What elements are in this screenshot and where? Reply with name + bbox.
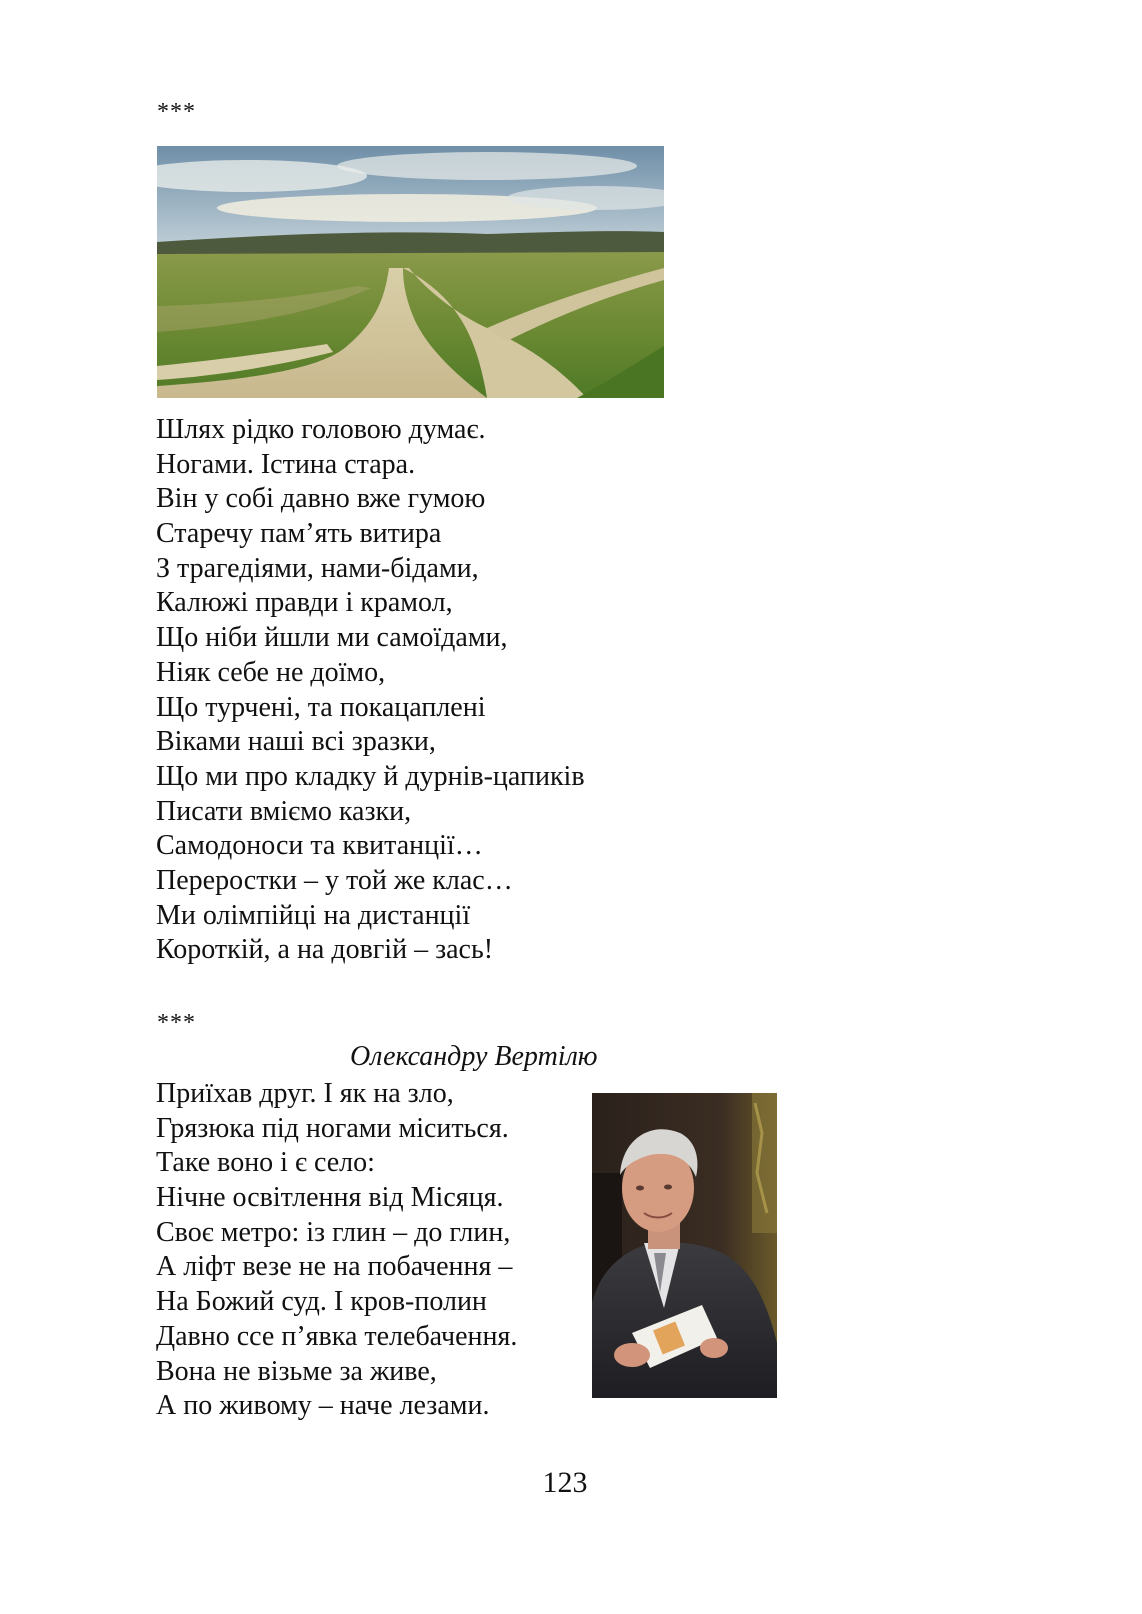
section-separator: *** <box>157 1010 196 1036</box>
poem-line: Давно ссе п’явка телебачення. <box>156 1320 518 1352</box>
portrait-photo <box>592 1093 777 1398</box>
poem-line: Що турчені, та покацаплені <box>156 691 486 723</box>
dedication: Олександру Вертілю <box>350 1041 598 1072</box>
poem-line: Самодоноси та квитанції… <box>156 830 483 862</box>
poem-stanza <box>156 413 585 968</box>
poem-line: Приїхав друг. І як на зло, <box>156 1078 454 1109</box>
poem-line: На Божий суд. І кров-полин <box>156 1286 487 1318</box>
poem-line: Що ніби йшли ми самоїдами, <box>156 622 508 654</box>
poem-line: Шлях рідко головою думає. <box>156 414 486 445</box>
poem-line: Переростки – у той же клас… <box>156 864 513 896</box>
poem-line: Віками наші всі зразки, <box>156 726 436 758</box>
poem-line: Що ми про кладку й дурнів-цапиків <box>156 760 585 792</box>
poem-line: Ніяк себе не доїмо, <box>156 656 386 688</box>
poem-line: А ліфт везе не на побачення – <box>156 1251 513 1283</box>
poem-line: Старечу пам’ять витира <box>156 518 442 550</box>
poem-line: Своє метро: із глин – до глин, <box>156 1216 511 1248</box>
poem-line: Нічне освітлення від Місяця. <box>156 1182 504 1214</box>
page-number: 123 <box>542 1466 588 1499</box>
poem-line: Грязюка під ногами міситься. <box>156 1112 509 1144</box>
poem-line: Короткій, а на довгій – зась! <box>156 934 494 966</box>
poem-line: Писати вміємо казки, <box>156 795 412 827</box>
poem-line: Таке воно і є село: <box>156 1147 375 1179</box>
section-separator: *** <box>157 99 196 125</box>
poem-line: Вона не візьме за живе, <box>156 1355 437 1387</box>
poem-line: Калюжі правди і крамол, <box>156 587 453 619</box>
poem-line: А по живому – наче лезами. <box>156 1390 490 1422</box>
poem-line: Ми олімпійці на дистанції <box>156 899 471 931</box>
crossroads-field-image <box>157 146 664 398</box>
poem-line: З трагедіями, нами-бідами, <box>156 552 479 584</box>
poem-stanza <box>156 1077 517 1424</box>
poem-line: Він у собі давно вже гумою <box>156 483 486 515</box>
poem-line: Ногами. Істина стара. <box>156 448 416 480</box>
